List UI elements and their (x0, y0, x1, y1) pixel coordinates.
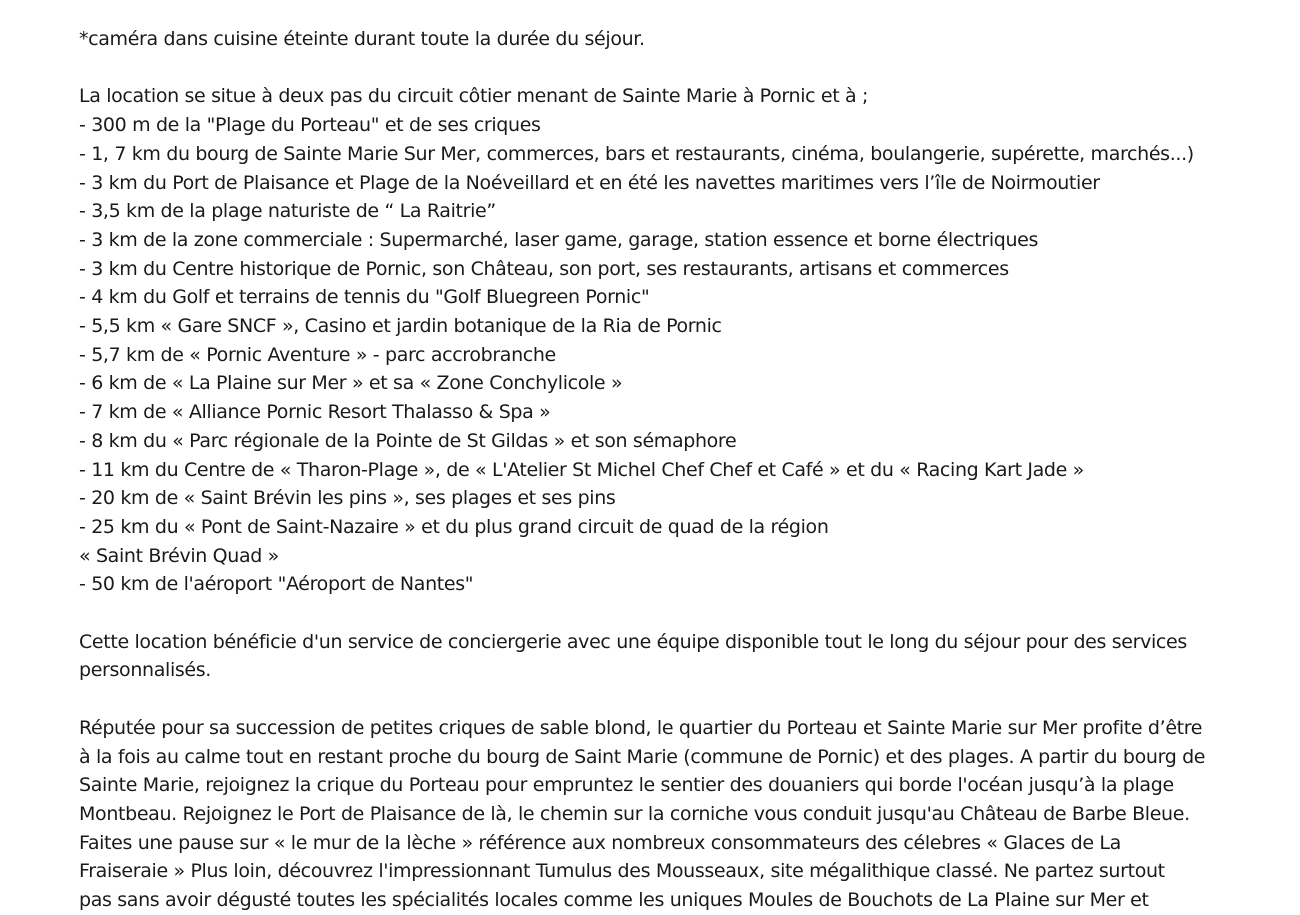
distance-item: - 50 km de l'aéroport "Aéroport de Nantes" (79, 573, 474, 596)
concierge-line: personnalisés. (79, 659, 211, 682)
distance-item: - 3 km de la zone commerciale : Supermarché, laser game, garage, station essence et borne électriques (79, 228, 1039, 251)
distance-item: - 3 km du Port de Plaisance et Plage de la Noéveillard et en été les navettes maritimes vers l’île de Noirmoutier (79, 171, 1100, 194)
paragraph-gap (79, 685, 1229, 714)
distance-item: - 20 km de « Saint Brévin les pins », ses plages et ses pins (79, 487, 616, 510)
distance-item: - 3,5 km de la plage naturiste de “ La Raitrie” (79, 200, 496, 223)
distance-item: - 1, 7 km du bourg de Sainte Marie Sur Mer, commerces, bars et restaurants, cinéma, boulangerie, supérette, marchés...) (79, 142, 1194, 165)
listing-description (79, 25, 1229, 915)
distance-item: - 5,7 km de « Pornic Aventure » - parc accrobranche (79, 343, 556, 366)
distance-list (79, 111, 1229, 599)
distance-item: - 6 km de « La Plaine sur Mer » et sa « Zone Conchylicole » (79, 372, 623, 395)
distance-item: - 300 m de la "Plage du Porteau" et de ses criques (79, 114, 541, 137)
camera-note: *caméra dans cuisine éteinte durant toute la durée du séjour. (79, 28, 645, 50)
area-description-paragraph (79, 714, 1229, 915)
area-line: Faites une pause sur « le mur de la lèche » référence aux nombreux consommateurs des célebres « Glaces de La (79, 831, 1121, 854)
concierge-line: Cette location bénéficie d'un service de conciergerie avec une équipe disponible tout le long du séjour pour des services (79, 630, 1187, 653)
distance-item: - 8 km du « Parc régionale de la Pointe de St Gildas » et son sémaphore (79, 429, 737, 452)
area-line: à la fois au calme tout en restant proche du bourg de Saint Marie (commune de Pornic) et des plages. A partir du bourg de (79, 745, 1206, 768)
distance-item: - 4 km du Golf et terrains de tennis du "Golf Bluegreen Pornic" (79, 286, 650, 309)
distance-item: « Saint Brévin Quad » (79, 544, 279, 567)
area-line: Fraiseraie » Plus loin, découvrez l'impressionnant Tumulus des Mousseaux, site mégalithique classé. Ne partez surtout (79, 860, 1165, 883)
paragraph-gap (79, 54, 1229, 83)
distance-item: - 3 km du Centre historique de Pornic, son Château, son port, ses restaurants, artisans et commerces (79, 257, 1009, 280)
distance-item: - 25 km du « Pont de Saint-Nazaire » et du plus grand circuit de quad de la région (79, 515, 829, 538)
distance-item: - 11 km du Centre de « Tharon-Plage », de « L'Atelier St Michel Chef Chef et Café » et du « Racing Kart Jade » (79, 458, 1084, 481)
distance-item: - 7 km de « Alliance Pornic Resort Thalasso & Spa » (79, 401, 551, 424)
area-line: Montbeau. Rejoignez le Port de Plaisance de là, le chemin sur la corniche vous conduit jusqu'au Château de Barbe Bleue. (79, 802, 1190, 825)
area-line: pas sans avoir dégusté toutes les spécialités locales comme les uniques Moules de Bouchots de La Plaine sur Mer et (79, 889, 1149, 912)
location-intro: La location se situe à deux pas du circuit côtier menant de Sainte Marie à Pornic et à ; (79, 85, 869, 108)
concierge-paragraph (79, 628, 1229, 685)
area-line: Sainte Marie, rejoignez la crique du Porteau pour empruntez le sentier des douaniers qui borde l'océan jusqu’à la plage (79, 774, 1174, 797)
paragraph-gap (79, 599, 1229, 628)
area-line: Réputée pour sa succession de petites criques de sable blond, le quartier du Porteau et Sainte Marie sur Mer profite d’être (79, 716, 1203, 739)
distance-item: - 5,5 km « Gare SNCF », Casino et jardin botanique de la Ria de Pornic (79, 315, 722, 338)
